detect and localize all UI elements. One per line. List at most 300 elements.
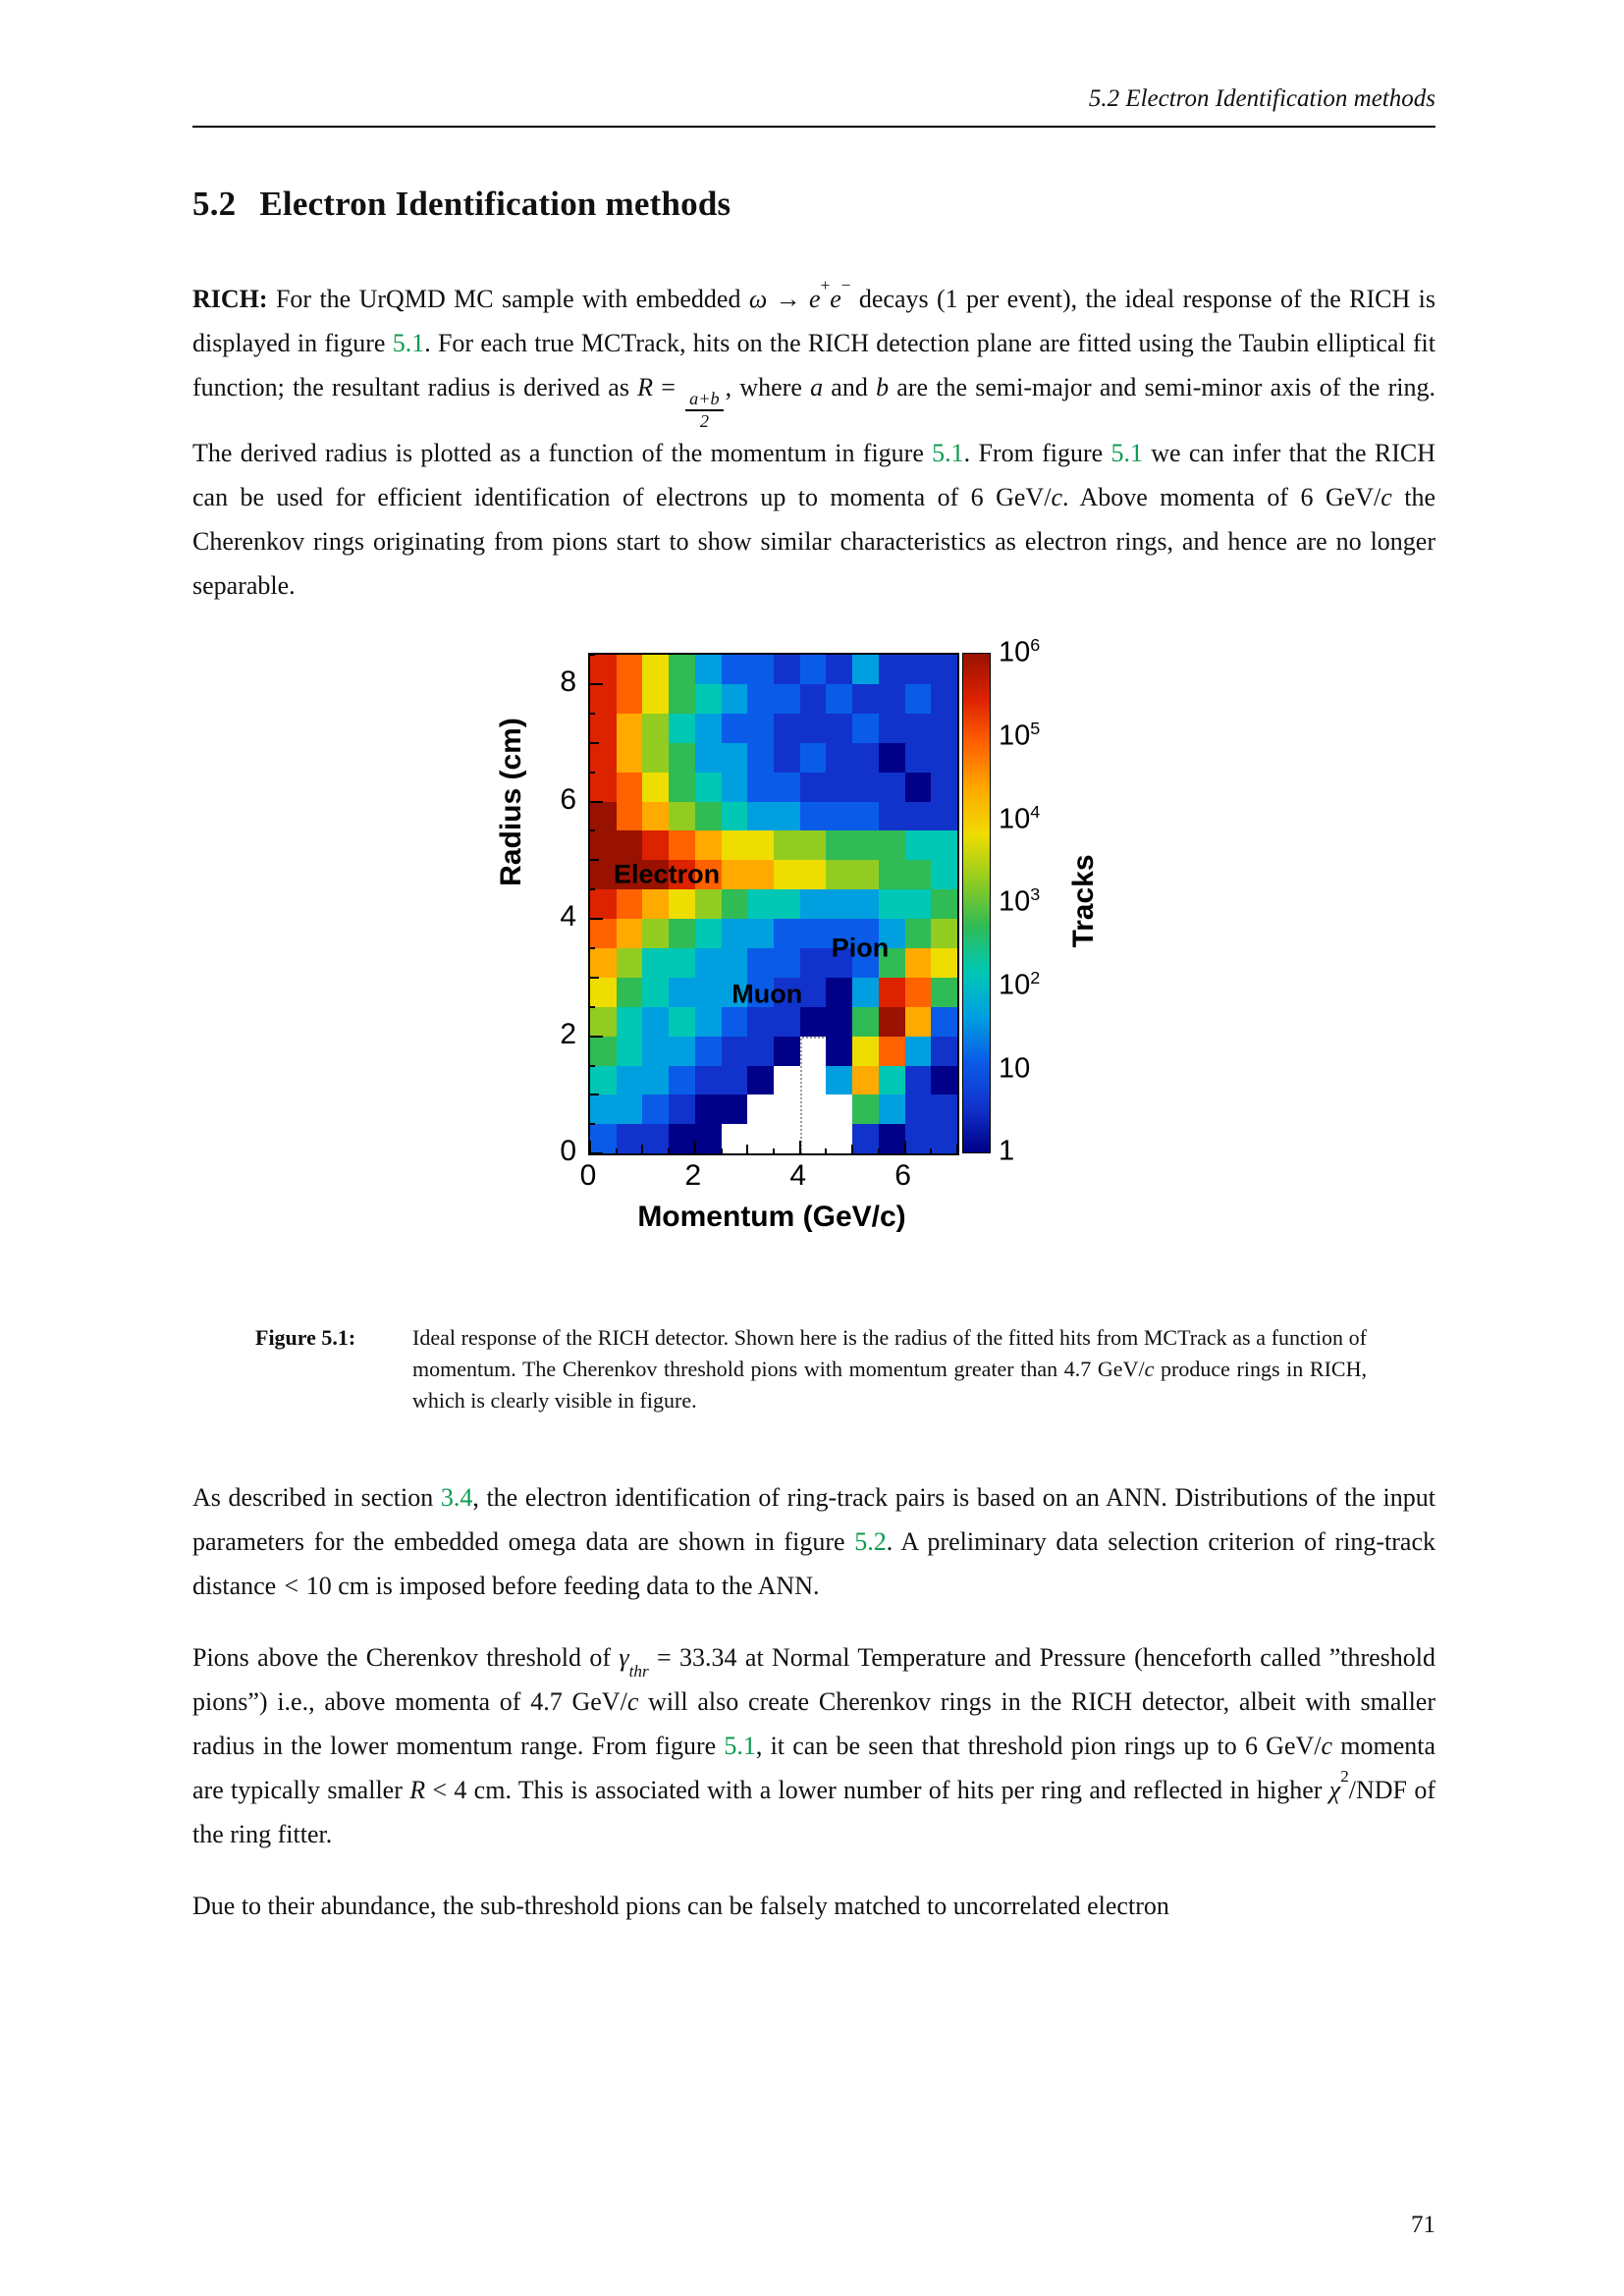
y-axis-title: Radius (cm) [495,718,527,887]
caption-label: Figure 5.1: [255,1325,356,1351]
heatmap-cell [747,1007,774,1037]
heatmap-cell [747,802,774,831]
y-axis-tick [590,1036,603,1038]
text-span: γ [619,1643,629,1673]
heatmap-cell [669,948,695,978]
heatmap-cell [642,714,669,743]
heatmap-cell [722,948,748,978]
heatmap-cell [879,1007,905,1037]
heatmap-cell [669,919,695,948]
x-axis-tick [956,1145,958,1153]
heatmap-cell [800,1037,827,1066]
heatmap-cell [695,1066,722,1095]
x-axis-tick [851,1145,853,1153]
heatmap-cell [669,1066,695,1095]
heatmap-cell [852,773,879,802]
heatmap-cell [642,948,669,978]
heatmap-cell [642,1124,669,1153]
text-span: χ [1328,1776,1341,1805]
text-span: R [637,373,654,401]
y-axis-tick [590,1065,595,1067]
heatmap-cell [879,1124,905,1153]
heatmap-cell [695,1007,722,1037]
heatmap-cell [747,773,774,802]
heatmap-cell [852,1007,879,1037]
heatmap-cell [722,1124,748,1153]
heatmap-cell [617,1037,643,1066]
heatmap-cell [931,655,957,684]
heatmap-cell [931,889,957,919]
heatmap-cell [617,1124,643,1153]
x-axis-tick [746,1145,748,1153]
heatmap-cell [826,860,852,889]
heatmap-cell [826,714,852,743]
heatmap-cell [879,655,905,684]
heatmap-cell [695,684,722,714]
heatmap-cell [826,1066,852,1095]
heatmap-cell [774,802,800,831]
text-span: + [820,275,831,294]
heatmap-cell [695,1124,722,1153]
x-axis-tick [878,1148,880,1153]
heatmap-cell [722,802,748,831]
text-span: c [1380,483,1392,512]
y-axis-tick [590,947,595,949]
heatmap-cell [669,802,695,831]
heatmap-cell [852,743,879,773]
heatmap-cell [852,860,879,889]
x-axis-title: Momentum (GeV/c) [637,1201,906,1234]
heatmap-cell [879,802,905,831]
heatmap-cell [931,830,957,860]
heatmap-cell [590,978,617,1007]
heatmap-cell [747,655,774,684]
heatmap-cell [695,1095,722,1124]
heatmap-cell [695,830,722,860]
heatmap-cell [590,860,617,889]
heatmap-cell [879,830,905,860]
heatmap-cell [617,714,643,743]
ref-link[interactable]: 3.4 [440,1483,473,1513]
heatmap-cell [774,1095,800,1124]
page-number: 71 [1411,2212,1435,2238]
text-span: − [840,275,851,294]
text-span: < [282,1572,300,1601]
heatmap-cell [879,773,905,802]
heatmap-cell [617,655,643,684]
heatmap-cell [590,948,617,978]
heatmap-cell [800,802,827,831]
heatmap-cell [905,684,932,714]
heatmap-cell [722,830,748,860]
heatmap-cell [800,860,827,889]
heatmap-cell [722,1007,748,1037]
heatmap-cell [879,1066,905,1095]
heatmap-cell [669,1095,695,1124]
heatmap-cell [669,830,695,860]
heatmap-cell [931,1095,957,1124]
y-tick-label: 0 [560,1135,576,1168]
heatmap-cell [642,1066,669,1095]
text-span: c [1051,483,1062,512]
y-axis-tick [590,859,599,861]
heatmap-cell [747,830,774,860]
heatmap-cell [695,714,722,743]
heatmap-cell [695,919,722,948]
heatmap-cell [642,802,669,831]
x-axis-tick [668,1148,670,1153]
heatmap-cell [747,1037,774,1066]
heatmap-cell [747,948,774,978]
y-axis-tick [590,829,595,831]
heatmap-cell [931,1066,957,1095]
heatmap-cell [695,802,722,831]
heatmap-cell [642,773,669,802]
heatmap-cell [669,743,695,773]
heatmap-cell [879,889,905,919]
heatmap-cell [826,1124,852,1153]
heatmap-cell [722,889,748,919]
heatmap-cell [879,1037,905,1066]
y-tick-label: 6 [560,782,576,816]
heatmap-cell [590,1095,617,1124]
heatmap-cell [905,773,932,802]
text-span: a [810,373,824,401]
plot-area [588,653,959,1155]
heatmap-cell [774,919,800,948]
heatmap-cell [722,714,748,743]
heatmap-cell [774,773,800,802]
y-axis-tick [590,1094,599,1095]
heatmap-cell [931,1007,957,1037]
heatmap-cell [800,684,827,714]
text-span: e [830,285,841,313]
x-axis-tick [694,1141,696,1153]
heatmap-cell [617,1066,643,1095]
ref-link[interactable]: 5.1 [392,329,425,357]
heatmap-cell [617,889,643,919]
heatmap-cell [905,1037,932,1066]
heatmap-cell [590,830,617,860]
heatmap-cell [590,889,617,919]
plot-annotation-pion: Pion [831,933,890,963]
heatmap-cell [800,743,827,773]
running-header-text: 5.2 Electron Identification methods [1088,85,1435,112]
y-axis-tick [590,654,595,656]
heatmap-cell [905,919,932,948]
heatmap-cell [905,655,932,684]
heatmap-cell [774,684,800,714]
heatmap-cell [774,714,800,743]
section-title: Electron Identification methods [259,185,731,223]
heatmap-cell [590,655,617,684]
running-header [192,84,1435,114]
heatmap-cell [774,655,800,684]
heatmap-cell [800,830,827,860]
y-axis-tick [590,713,595,715]
heatmap-cell [826,1007,852,1037]
heatmap-cell [905,830,932,860]
x-tick-label: 0 [579,1159,597,1193]
text-span: R [409,1776,426,1805]
heatmap-cell [905,948,932,978]
section-number: 5.2 [192,185,237,223]
heatmap-cell [800,1007,827,1037]
heatmap-cell [905,860,932,889]
y-axis-tick [590,801,603,803]
heatmap-cell [617,1007,643,1037]
heatmap-cell [826,655,852,684]
heatmap-cell [905,889,932,919]
heatmap-cell [669,1124,695,1153]
heatmap-cell [852,1037,879,1066]
colorbar-tick-label: $10^3$ [999,884,1041,918]
heatmap-cell [617,773,643,802]
heatmap-cell [722,773,748,802]
heatmap-cell [800,978,827,1007]
heatmap-cell [931,948,957,978]
heatmap-cell [722,860,748,889]
heatmap-cell [905,1095,932,1124]
heatmap-cell [879,978,905,1007]
heatmap-cell [695,773,722,802]
heatmap-cell [774,1066,800,1095]
heatmap-cell [826,830,852,860]
heatmap-cell [722,1037,748,1066]
heatmap-cell [722,919,748,948]
x-tick-label: 6 [894,1159,911,1193]
colorbar-tick-label: 1 [999,1135,1015,1167]
heatmap-cell [642,889,669,919]
heatmap-cell [800,773,827,802]
heatmap-cell [905,743,932,773]
paragraph-rich-intro: RICH: For the UrQMD MC sample with embedded ω → e+e− decays (1 per event), the ideal response of the RICH is displayed in figure 5.1. For each true MCTrack, hits on the RICH detection plane are fitted using the Taubin elliptical fit function; the resultant radius is derived as R = $\frac{a+b}{2}$ , where a and b are the semi-major and semi-minor axis of the ring. The derived radius is plotted as a function of the momentum in figure 5.1. From figure 5.1 we can infer that the RICH can be used for efficient identification of electrons up to momenta of 6 GeV/c. Above momenta of 6 GeV/c the Cherenkov rings originating from pions start to show similar characteristics as electron rings, and hence are no longer separable. [192,275,1436,601]
heatmap-cell [590,743,617,773]
figure-5-1 [441,635,1187,1277]
heatmap-cell [747,1066,774,1095]
heatmap-cell [617,802,643,831]
heatmap-cell [826,1095,852,1124]
heatmap-cell [747,714,774,743]
heatmap-cell [826,743,852,773]
heatmap-cell [590,1066,617,1095]
heatmap-cell [879,743,905,773]
paragraph-rich-abundance: Due to their abundance, the sub-threshold pions can be falsely matched to uncorrelated electron [192,1892,1169,1921]
plot-annotation-electron: Electron [614,859,721,889]
heatmap-cell [590,802,617,831]
text-span: c [626,1687,639,1717]
heatmap-cell [642,1007,669,1037]
heatmap-cell [669,655,695,684]
heatmap-cell [800,714,827,743]
heatmap-cell [617,743,643,773]
y-axis-tick [590,683,603,685]
heatmap-cell [826,1037,852,1066]
heatmap-cell [669,714,695,743]
x-axis-tick [773,1148,775,1153]
heatmap-cell [931,1124,957,1153]
heatmap-cell [905,978,932,1007]
paragraph-rich-threshold-pions: Pions above the Cherenkov threshold of $\gamma_{thr} = 33.34$ at Normal Temperature and Pressure (henceforth called ”threshold pions”) i.e., above momenta of 4.7 GeV/c will also create Cherenkov rings in the RICH detector, albeit with smaller radius in the lower momentum range. From figure 5.1, it can be seen that threshold pion rings up to 6 GeV/c momenta are typically smaller R < 4 cm. This is associated with a lower number of hits per ring and reflected in higher $\chi^2$/NDF of the ring fitter. [192,1643,1435,1849]
heatmap-cell [590,684,617,714]
heatmap-cell [642,978,669,1007]
header-rule [192,126,1435,128]
colorbar-tick-label: $10^4$ [999,801,1041,835]
heatmap-cell [852,1124,879,1153]
heatmap-cell [590,1124,617,1153]
heatmap-cell [852,1095,879,1124]
heatmap-cell [774,889,800,919]
x-tick-label: 4 [789,1159,807,1193]
heatmap-cell [774,1007,800,1037]
text-span: c [1321,1732,1333,1761]
heatmap-cell [852,978,879,1007]
heatmap-cell [774,860,800,889]
heatmap-cell [669,1007,695,1037]
ref-link[interactable]: 5.1 [724,1732,756,1761]
heatmap-cell [879,1095,905,1124]
heatmap-cell [905,1066,932,1095]
y-axis-tick [590,742,599,744]
heatmap-cell [617,919,643,948]
x-axis-tick [721,1148,723,1153]
heatmap-cell [931,802,957,831]
heatmap-cell [722,1066,748,1095]
heatmap-cell [931,743,957,773]
heatmap-cell [800,1066,827,1095]
heatmap-cell [695,889,722,919]
heatmap-cell [642,919,669,948]
y-tick-label: 4 [560,900,576,934]
heatmap-cell [642,830,669,860]
heatmap-cell [826,684,852,714]
heatmap-cell [642,655,669,684]
x-axis-tick [930,1148,932,1153]
heatmap-cell [879,714,905,743]
heatmap-cell [852,802,879,831]
heatmap-cell [800,948,827,978]
colorbar-title: Tracks [1067,854,1100,948]
heatmap-cell [931,714,957,743]
heatmap-cell [669,1037,695,1066]
plot-annotation-muon: Muon [731,979,803,1009]
y-axis-tick [590,772,595,774]
colorbar-tick-label: 10 [999,1052,1031,1085]
heatmap-cell [800,919,827,948]
y-axis-tick [590,1006,595,1008]
inline-fraction: $\frac{a+b}{2}$ [685,389,723,431]
heatmap-cell [931,860,957,889]
heatmap-cell [931,978,957,1007]
heatmap-cell [642,743,669,773]
heatmap-cell [826,802,852,831]
heatmap-cell [774,1037,800,1066]
text-span: e [809,285,821,313]
heatmap-cell [722,655,748,684]
ref-link[interactable]: 5.1 [932,439,964,468]
heatmap-cell [905,1124,932,1153]
heatmap-cell [722,1095,748,1124]
heatmap-cell [800,1095,827,1124]
heatmap-cell [747,919,774,948]
heatmap-cell [800,655,827,684]
colorbar [962,653,991,1153]
heatmap-cell [642,1095,669,1124]
heatmap-cell [642,1037,669,1066]
heatmap-cell [852,889,879,919]
y-axis-tick [590,977,599,979]
heatmap-cell [722,684,748,714]
ref-link[interactable]: 5.2 [854,1527,887,1557]
text-span: ω [748,285,768,313]
figure-caption [255,1322,1367,1416]
heatmap-cell [826,978,852,1007]
heatmap-cell [590,1007,617,1037]
heatmap-cell [800,889,827,919]
heatmap-cell [774,743,800,773]
x-axis-tick [904,1141,906,1153]
y-tick-label: 2 [560,1017,576,1050]
caption-text: Ideal response of the RICH detector. Shown here is the radius of the fitted hits from MCTrack as a function of momentum. The Cherenkov threshold pions with momentum greater than 4.7 GeV/c produce rings in RICH, which is clearly visible in figure. [412,1325,1367,1414]
heatmap-cell [695,978,722,1007]
colorbar-tick-label: $10^6$ [999,635,1041,668]
heatmap-cell [617,1095,643,1124]
heatmap-cell [774,948,800,978]
text-span: RICH: [192,285,268,313]
ref-link[interactable]: 5.1 [1110,439,1143,468]
heatmap-cell [669,773,695,802]
heatmap-cell [590,1037,617,1066]
heatmap-cell [590,773,617,802]
heatmap-cell [931,919,957,948]
heatmap-cell [747,860,774,889]
heatmap-cell [747,889,774,919]
heatmap-cell [852,1066,879,1095]
paragraph-rich-ann: As described in section 3.4, the electron identification of ring-track pairs is based on an ANN. Distributions of the input parameters for the embedded omega data are shown in figure 5.2. A preliminary data selection criterion of ring-track distance < 10 cm is imposed before feeding data to the ANN. [192,1483,1435,1601]
heatmap-cell [695,655,722,684]
heatmap-cell [669,889,695,919]
heatmap-cell [617,948,643,978]
heatmap-cell [852,655,879,684]
x-axis-tick [641,1145,643,1153]
heatmap-cell [669,684,695,714]
y-axis-tick [590,918,603,920]
heatmap-cell [722,743,748,773]
heatmap-cell [774,830,800,860]
x-tick-label: 2 [684,1159,702,1193]
x-axis-tick [799,1141,801,1153]
colorbar-tick-label: $10^2$ [999,967,1041,1001]
x-axis-tick [616,1148,618,1153]
heatmap-cell [852,830,879,860]
heatmap-cell [905,802,932,831]
text-span: c [1144,1357,1155,1382]
y-axis-tick [590,1123,595,1125]
heatmap-cell [747,1124,774,1153]
colorbar-tick-label: $10^5$ [999,718,1041,752]
y-axis-tick [590,1152,603,1154]
y-tick-label: 8 [560,666,576,699]
heatmap-cell [747,743,774,773]
heatmap-cell [590,714,617,743]
text-span: b [876,373,890,401]
heatmap-cell [669,978,695,1007]
heatmap-cell [695,948,722,978]
heatmap-cell [879,860,905,889]
text-span: thr [628,1662,649,1682]
heatmap-cell [879,684,905,714]
heatmap-cell [852,714,879,743]
